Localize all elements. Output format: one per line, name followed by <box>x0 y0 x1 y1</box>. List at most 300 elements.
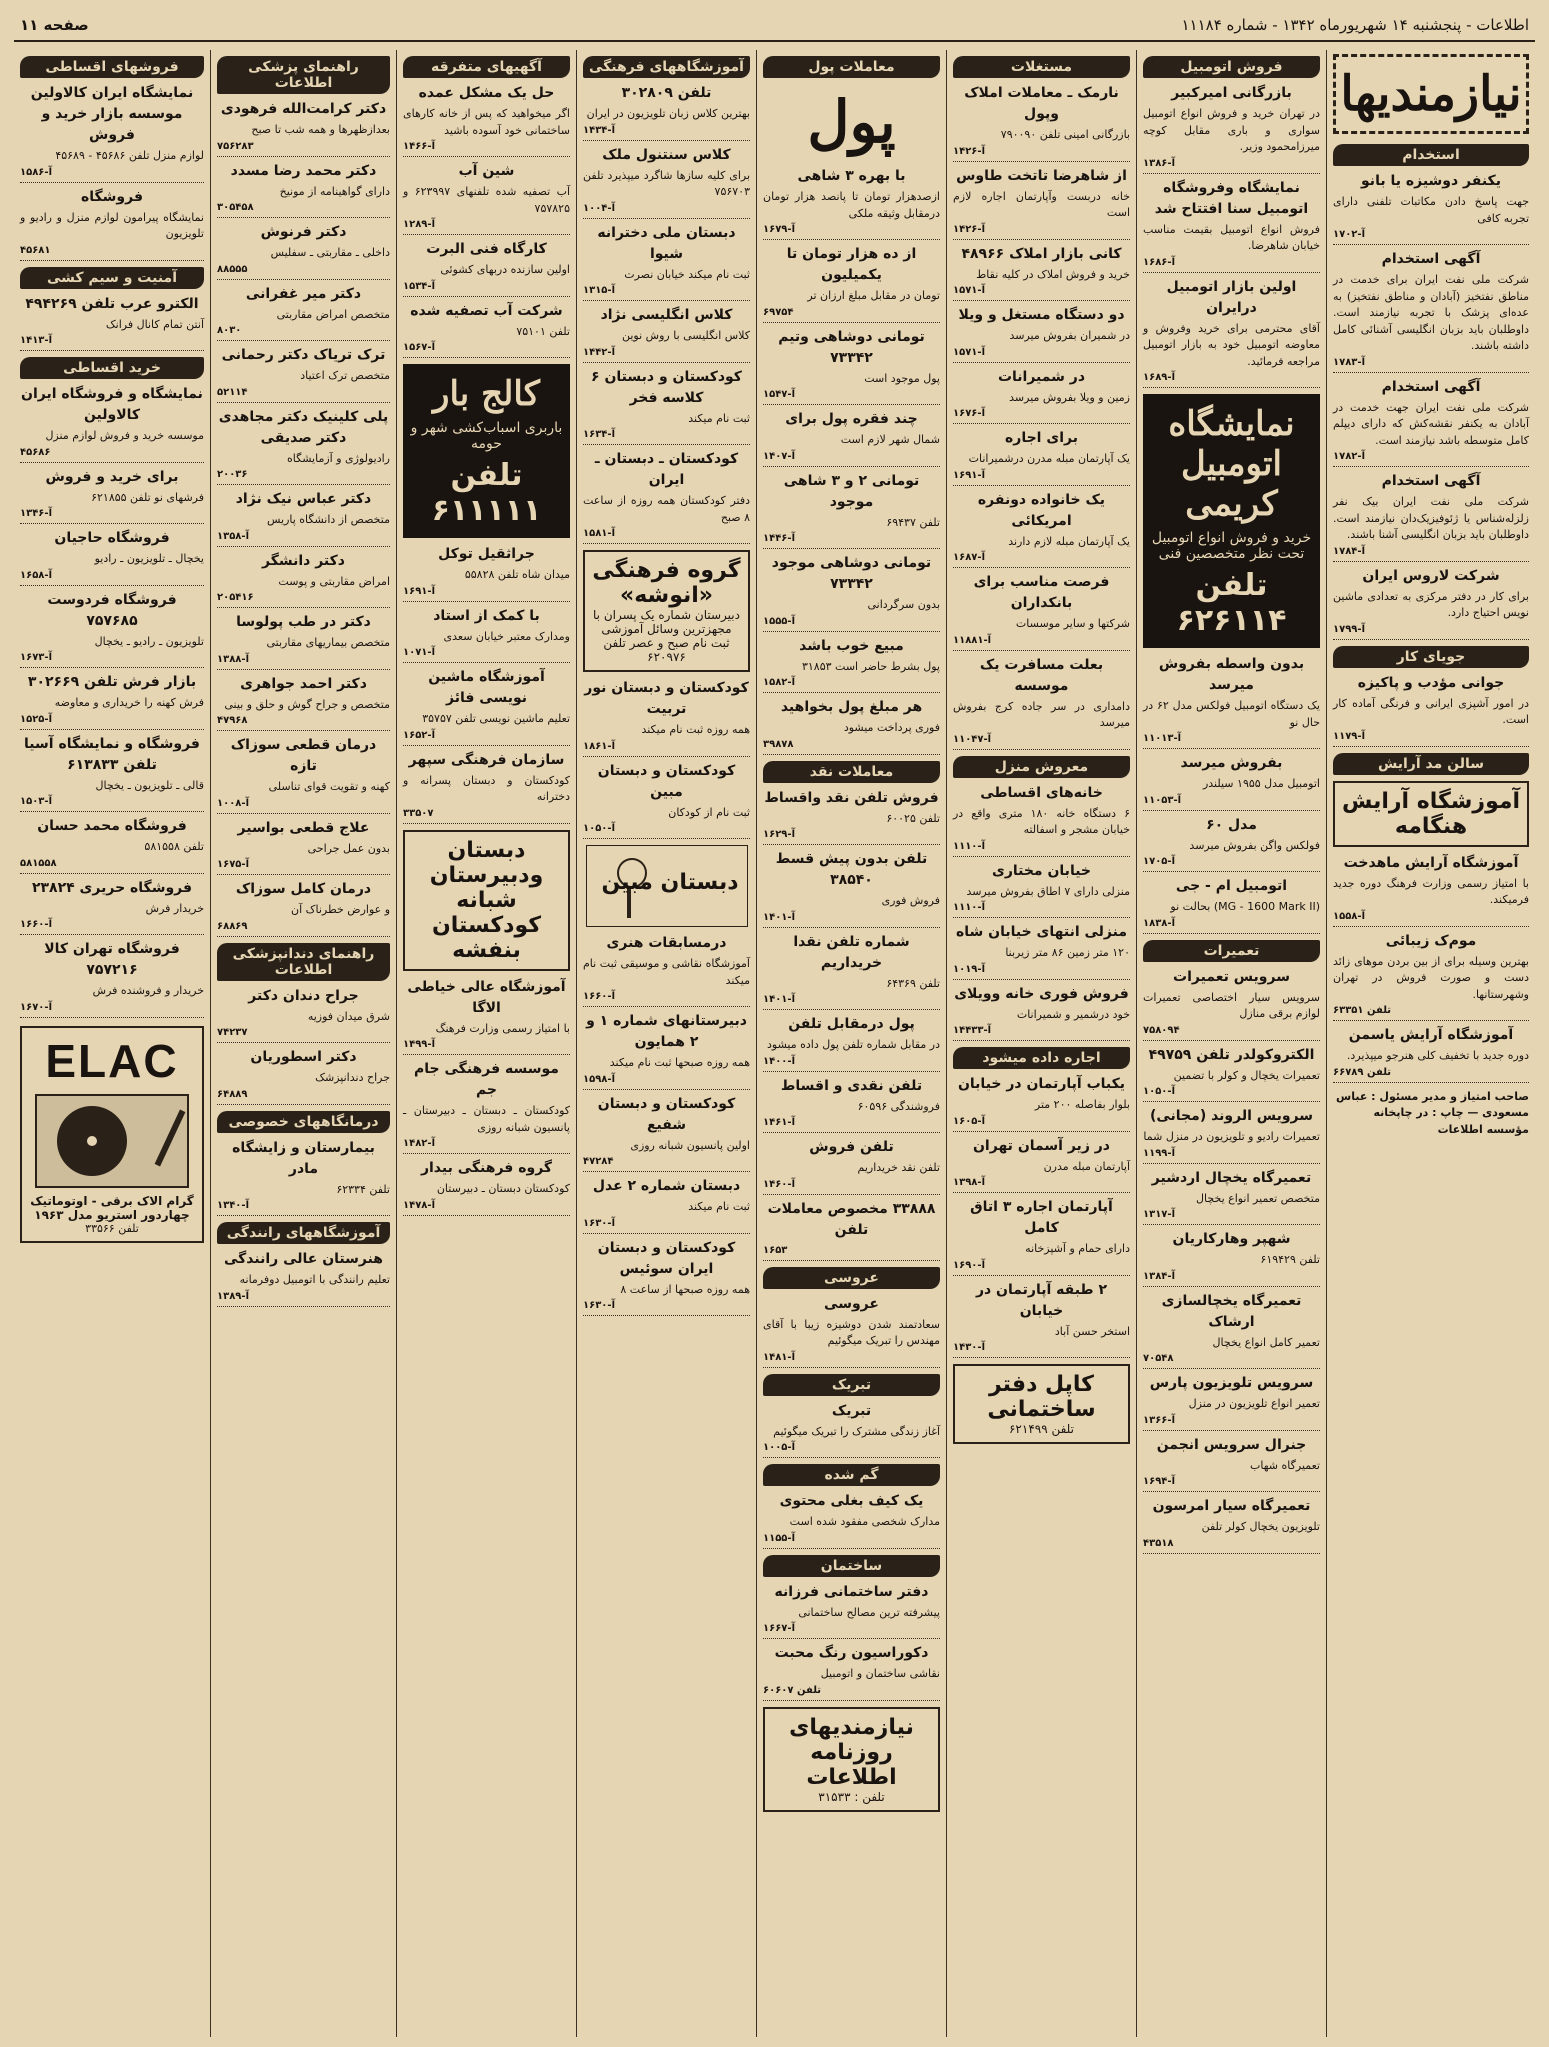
ad-body: تعمیر کامل انواع یخچال <box>1212 1335 1320 1349</box>
ad-title: دکتر عباس نیک نژاد <box>235 491 372 507</box>
ad-code: آ-۱۳۸۸ <box>217 652 390 670</box>
ad-body: کهنه و تقویت قوای تناسلی <box>268 780 390 793</box>
ad-code: آ-۱۱۰۵۳ <box>1143 793 1320 811</box>
ad-code: آ-۱۰۵۰ <box>583 821 750 839</box>
classified-ad <box>217 551 390 609</box>
classified-ad <box>217 1047 390 1105</box>
ad-code: آ-۱۱۷۹ <box>1333 729 1529 747</box>
ad-body: برای کلیه سازها شاگرد میپذیرد تلفن ۷۵۶۷۰۳ <box>583 168 750 198</box>
ad-title: از ده هزار تومان تا یکمیلیون <box>786 246 917 283</box>
classified-ad <box>20 878 204 936</box>
ad-code: آ-۱۵۵۸ <box>1333 909 1529 927</box>
ad-body: پول موجود است <box>864 371 940 385</box>
ad-title: برای خرید و فروش <box>45 468 179 485</box>
ad-code: ۷۵۶۲۸۳ <box>217 139 390 157</box>
ad-body: شرکت ملی نفت ایران برای خدمت در مناطق نفتخیز (آبادان و مناطق نفتخیز) به عده‌ای پزشک با تجربه نیازمند است. داوطلبان باید بزبان انگلیسی آشنائی کامل داشته باشند. <box>1333 273 1529 352</box>
classified-ad <box>1333 171 1529 245</box>
banafsheh-ad: دبستان ودبیرستان شبانه کودکستان بنفشه <box>403 830 570 971</box>
ad-title: علاج قطعی بواسیر <box>237 819 370 836</box>
ad-title: تبریک <box>831 1402 872 1419</box>
ad-title: الکترو عرب تلفن ۴۹۴۲۶۹ <box>25 295 199 312</box>
classified-ad <box>953 861 1130 919</box>
classified-ad <box>1143 1229 1320 1287</box>
ad-body: تعمیرگاه شهاب <box>1250 1458 1320 1472</box>
ad-title: دکتر فرنوش <box>260 224 347 240</box>
ad-title: کلاس انگلیسی نژاد <box>600 307 733 323</box>
ad-title: دکوراسیون رنگ محبت <box>774 1645 929 1661</box>
kapel-ad: کاپل دفتر ساختمانی تلفن ۶۲۱۴۹۹ <box>953 1364 1130 1444</box>
ad-title: ترک تریاک دکتر رحمانی <box>221 347 386 363</box>
ad-title: تعمیرگاه سیار امرسون <box>1152 1498 1311 1514</box>
ad-code: آ-۱۵۷۱ <box>953 345 1130 363</box>
ad-title: جوانی مؤدب و پاکیزه <box>1357 674 1505 691</box>
classified-ad <box>1333 249 1529 373</box>
ad-body: جراح دندانپزشک <box>315 1071 390 1084</box>
classified-ad <box>1143 1435 1320 1493</box>
ad-title: کارگاه فنی البرت <box>426 241 547 257</box>
ad-body: پول بشرط حاضر است ۳۱۸۵۳ <box>801 659 940 673</box>
ad-title: عروسی <box>824 1295 879 1312</box>
section-header: خرید اقساطی <box>20 357 204 379</box>
classified-ad <box>1143 1106 1320 1164</box>
classified-ad <box>1333 566 1529 640</box>
ad-title: تلفن فروش <box>809 1139 894 1155</box>
ad-code: آ-۱۳۶۶ <box>1143 1413 1320 1431</box>
ad-title: درمسابقات هنری <box>606 935 727 951</box>
elac-logo: ELAC <box>45 1034 179 1087</box>
ad-title: مدل ۶۰ <box>1206 816 1257 833</box>
ad-title: آگهی استخدام <box>1381 251 1481 267</box>
classified-ad <box>583 305 750 363</box>
ad-code: آ-۱۳۱۷ <box>1143 1207 1320 1225</box>
ad-body: خود درشمیر و شمیرانات <box>1016 1007 1130 1021</box>
ad-code: ۴۵۶۸۶ <box>20 445 204 463</box>
ad-code: آ-۱۱۸۸۱ <box>953 633 1130 651</box>
classified-ad <box>763 849 940 928</box>
classified-ad <box>217 612 390 670</box>
ad-code: آ-۱۴۸۱ <box>763 1350 940 1368</box>
ad-body: شرق میدان فوزیه <box>307 1009 390 1023</box>
section-header: درمانگاههای خصوصی <box>217 1111 390 1133</box>
ad-title: کلاس سنتنول ملک <box>602 146 731 163</box>
ad-title: چند فقره پول برای <box>785 411 918 427</box>
section-header: آموزشگاههای رانندگی <box>217 1222 390 1244</box>
newspaper-page <box>14 10 1535 2037</box>
ad-title: هر مبلغ پول بخواهید <box>780 699 923 715</box>
ad-code: آ-۱۶۷۹ <box>763 222 940 240</box>
classified-ad <box>20 528 204 586</box>
ad-body: متخصص از دانشگاه پاریس <box>266 513 390 526</box>
ad-body: دوره جدید با تخفیف کلی هنرجو میپذیرد. <box>1346 1049 1529 1062</box>
classified-ad <box>1143 967 1320 1041</box>
classified-ad <box>217 879 390 937</box>
classified-ad <box>20 590 204 669</box>
section-header: راهنمای پزشکی اطلاعات <box>217 56 390 94</box>
ad-title: دکتر میر غفرانی <box>245 285 362 302</box>
ad-code: ۲۰۰۳۶ <box>217 467 390 485</box>
ad-body: اتومبیل مدل ۱۹۵۵ سیلندر <box>1202 777 1320 790</box>
ad-code: آ-۱۵۲۵ <box>20 712 204 730</box>
ad-title: فروشگاه و نمایشگاه آسیا تلفن ۶۱۳۸۳۳ <box>24 735 200 773</box>
ad-body: سعادتمند شدن دوشیزه زیبا با آقای مهندس را تبریک میگوئیم <box>763 1317 940 1347</box>
ad-body: اگر میخواهید که پس از خانه کارهای ساختمانی خود آسوده باشید <box>403 107 570 137</box>
ad-title: یک کیف بغلی محتوی <box>779 1493 924 1509</box>
classified-ad <box>217 986 390 1044</box>
classified-ad <box>583 367 750 446</box>
ad-title: آپارتمان اجاره ۳ اتاق کامل <box>970 1199 1113 1236</box>
ad-body: مدارک شخصی مفقود شده است <box>789 1515 940 1528</box>
ad-title: تلفن ۳۰۲۸۰۹ <box>621 85 712 101</box>
ad-code: آ-۱۴۰۷ <box>763 449 940 467</box>
ad-body: در تهران خرید و فروش انواع اتومبیل سواری و باری مقابل کوچه میرزامحمود وزیر. <box>1143 107 1320 153</box>
classified-ad <box>403 1059 570 1154</box>
ad-code: آ-۱۰۰۴ <box>583 201 750 219</box>
classified-ad <box>217 222 390 280</box>
ad-code: آ-۱۳۵۸ <box>217 529 390 547</box>
ad-code: آ-۱۴۰۱ <box>763 992 940 1010</box>
ad-title: دکتر در طب پولوسا <box>236 614 371 630</box>
ad-title: سرویس تعمیرات <box>1173 968 1290 985</box>
ad-code: آ-۱۶۹۱ <box>953 468 1130 486</box>
classified-ad <box>1143 815 1320 873</box>
section-header: جویای کار <box>1333 646 1529 668</box>
column-7 <box>1136 50 1326 2037</box>
ad-code: تلفن ۶۶۷۸۹ <box>1333 1065 1529 1083</box>
ad-code: آ-۱۰۱۹ <box>953 962 1130 980</box>
ad-body: تلفن ۶۹۴۳۷ <box>886 515 940 529</box>
ad-body: بهترین وسیله برای از بین بردن موهای زائد دست و صورت فروش در تهران وشهرستانها. <box>1333 954 1529 1001</box>
ad-title: تلفن بدون پیش قسط ۳۸۵۴۰ <box>775 851 928 888</box>
ad-title: سرویس تلویزیون پارس <box>1149 1375 1314 1391</box>
section-header: ساختمان <box>763 1555 940 1577</box>
classified-ad <box>953 1074 1130 1132</box>
ad-title: شین آب <box>458 163 515 179</box>
classified-ad <box>953 305 1130 363</box>
classified-ad <box>1333 377 1529 468</box>
ad-code: آ-۱۴۱۳ <box>20 333 204 351</box>
ad-body: متخصص امراض مقاربتی <box>276 307 390 321</box>
classified-ad <box>583 678 750 757</box>
ad-title: موسسه فرهنگی جام جم <box>414 1061 559 1098</box>
classified-ad <box>217 345 390 403</box>
classified-ad <box>953 367 1130 425</box>
column-5 <box>756 50 946 2037</box>
ad-title: آموزشگاه آرایش یاسمن <box>1348 1027 1514 1043</box>
classified-ad <box>763 697 940 755</box>
classified-ad <box>1333 673 1529 747</box>
ad-body: متخصص بیماریهای مقاربتی <box>266 636 390 649</box>
classified-ad <box>20 294 204 352</box>
ad-body: شرکتها و سایر موسسات <box>1015 617 1130 630</box>
ad-body: تعلیم رانندگی با اتومبیل دوفرمانه <box>239 1273 390 1286</box>
ad-body: خریدار و فروشنده فرش <box>92 984 204 997</box>
classified-ad <box>1143 1496 1320 1554</box>
section-header: سالن مد آرایش <box>1333 753 1529 775</box>
classified-ad <box>763 1643 940 1701</box>
classified-ad <box>217 674 390 732</box>
section-header: آگهیهای متفرقه <box>403 56 570 78</box>
ad-body: پیشرفته ترین مصالح ساختمانی <box>798 1605 940 1619</box>
ad-code: آ-۱۶۶۰ <box>583 989 750 1007</box>
ad-title: ۳۳۸۸۸ مخصوص معاملات تلفن <box>767 1200 936 1238</box>
ad-body: دامداری در سر جاده کرج بفروش میرسد <box>953 699 1130 729</box>
ad-code: آ-۱۶۳۴ <box>583 427 750 445</box>
ad-title: آگهی استخدام <box>1381 473 1481 489</box>
ad-title: تومانی ۲ و ۳ شاهی موجود <box>783 472 920 510</box>
classified-ad <box>1333 853 1529 927</box>
ad-code: آ-۱۳۸۴ <box>1143 1269 1320 1287</box>
classified-ad <box>1333 931 1529 1022</box>
classified-ad <box>763 788 940 846</box>
ad-body: بدون سرگردانی <box>867 598 940 611</box>
ad-body: آپارتمان مبله مدرن <box>1043 1159 1130 1173</box>
ad-body: (MG - 1600 Mark II) بحالت نو <box>1170 900 1320 913</box>
ad-code: آ-۱۴۴۲ <box>583 345 750 363</box>
ad-body: کلاس انگلیسی با روش نوین <box>622 329 750 342</box>
ad-code: آ-۱۶۵۸ <box>20 568 204 586</box>
ad-code: آ-۱۰۰۵ <box>763 1440 940 1458</box>
ad-body: ثبت نام میکند خیابان نصرت <box>624 267 750 281</box>
ad-title: یکنفر دوشیزه یا بانو <box>1361 173 1501 189</box>
ad-code: آ-۱۴۶۰ <box>763 1177 940 1195</box>
classified-ad <box>953 1136 1130 1194</box>
ad-body: ومدارک معتبر خیابان سعدی <box>443 629 570 643</box>
ad-title: سازمان فرهنگی سپهر <box>408 751 565 768</box>
ad-body: دارای حمام و آشپزخانه <box>1025 1242 1130 1255</box>
salon-ad: آموزشگاه آرایش هنگامه <box>1333 781 1529 847</box>
ad-body: کودکستان دبستان ـ دبیرستان <box>436 1182 570 1195</box>
ad-code: آ-۱۵۰۳ <box>20 794 204 812</box>
ad-title: دبستان شماره ۲ عدل <box>592 1178 741 1194</box>
classified-ad <box>217 1249 390 1307</box>
ad-title: در شمیرانات <box>997 368 1086 385</box>
ad-title: جراثقیل توکل <box>438 546 535 562</box>
ad-title: نمایشگاه وفروشگاه اتومبیل سنا افتتاح شد <box>1154 179 1309 217</box>
ad-body: همه روزه ثبت نام میکند <box>641 723 750 736</box>
ad-body: اولین پانسیون شبانه روزی <box>630 1138 750 1152</box>
ad-title: موم‌ک زیبائی <box>1385 932 1477 949</box>
ad-body: یک دستگاه اتومبیل فولکس مدل ۶۲ در حال نو <box>1143 699 1320 729</box>
ad-title: بفروش میرسد <box>1180 755 1283 771</box>
classified-ad <box>403 977 570 1056</box>
ad-title: از شاهرضا تاتخت طاوس <box>956 167 1127 184</box>
ad-code: آ-۱۴۹۹ <box>403 1037 570 1055</box>
ad-code: آ-۱۶۹۰ <box>953 1258 1130 1276</box>
ad-code: ۸۸۵۵۵ <box>217 262 390 280</box>
turntable-icon <box>35 1094 189 1188</box>
ad-code: ۶۸۸۶۹ <box>217 919 390 937</box>
classified-ad <box>763 1076 940 1134</box>
classified-ad <box>763 1491 940 1549</box>
classified-ad <box>583 145 750 219</box>
ad-code: آ-۱۵۷۱ <box>953 283 1130 301</box>
classified-ad <box>583 1011 750 1090</box>
ad-title: دو دستگاه مستغل و ویلا <box>958 307 1125 323</box>
classified-ad <box>20 384 204 463</box>
classified-ad <box>1143 876 1320 934</box>
ad-body: شرکت ملی نفت ایران جهت خدمت در آبادان به یکنفر نقشه‌کش که دارای دیپلم کامل متوسطه باشد نیازمند است. <box>1333 400 1529 447</box>
ad-body: نمایشگاه پیرامون لوازم منزل و رادیو و تلویزیون <box>20 210 204 240</box>
ad-code: آ-۱۳۴۰ <box>217 1198 390 1216</box>
ad-code: آ-۱۶۸۷ <box>953 550 1130 568</box>
page-number: صفحه ۱۱ <box>20 16 89 34</box>
ad-title: دبیرستانهای شماره ۱ و ۲ همایون <box>586 1013 747 1050</box>
ad-body: فروشندگی ۶۰۵۹۶ <box>857 1099 940 1113</box>
ad-body: همه روزه صبحها ثبت نام میکند <box>609 1056 750 1069</box>
classified-ad <box>217 284 390 342</box>
ad-title: سرویس الروند (مجانی) <box>1149 1108 1314 1124</box>
ad-title: برای اجاره <box>1005 430 1078 446</box>
ad-title: حل یک مشکل عمده <box>418 85 555 101</box>
ad-code: آ-۱۶۸۹ <box>1143 370 1320 388</box>
ad-body: تلفن ۶۴۳۶۹ <box>886 976 940 990</box>
ad-code: ۷۴۲۳۷ <box>217 1025 390 1043</box>
ad-title: یکباب آپارتمان در خیابان <box>957 1076 1126 1092</box>
ad-body: جهت پاسخ دادن مکاتبات تلفنی دارای تجربه کافی <box>1333 195 1529 225</box>
ad-code: آ-۱۷۸۳ <box>1333 355 1529 373</box>
classified-ad <box>763 932 940 1011</box>
ad-body: کودکستان و دبستان پسرانه و دخترانه <box>403 773 570 803</box>
ad-code: آ-۱۱۱۰ <box>953 839 1130 857</box>
ad-body: نقاشی ساختمان و اتومبیل <box>820 1667 940 1680</box>
classified-ad <box>20 816 204 874</box>
ad-title: دفتر ساختمانی فرزانه <box>774 1583 929 1600</box>
ad-title: آموزشگاه ماشین نویسی فائز <box>428 669 545 706</box>
ad-title: یک خانواده دونفره امریکائی <box>977 491 1106 529</box>
section-header: استخدام <box>1333 144 1529 166</box>
ad-code: آ-۱۶۷۰ <box>20 1000 204 1018</box>
ad-title: مبیع خوب باشد <box>799 637 904 654</box>
ad-body: آقای محترمی برای خرید وفروش و معاوضه اتومبیل خود به بازار اتومبیل مراجعه فرمائید. <box>1143 321 1320 368</box>
classified-ad <box>20 939 204 1018</box>
ad-code: آ-۱۷۹۹ <box>1333 622 1529 640</box>
column-2 <box>210 50 396 2037</box>
section-header: فروش اتومبیل <box>1143 56 1320 78</box>
ad-body: ازصدهزار تومان تا پانصد هزار تومان درمقابل وثیقه ملکی <box>763 190 940 220</box>
classified-ad <box>953 83 1130 162</box>
classified-ad <box>583 223 750 302</box>
ad-body: متخصص ترک اعتیاد <box>300 369 390 382</box>
ad-title: شرکت لاروس ایران <box>1362 567 1500 584</box>
school-mascot-illustration: دبستان مبین <box>586 845 748 927</box>
ad-title: بازار فرش تلفن ۳۰۲۶۶۹ <box>27 674 197 690</box>
ad-code: آ-۱۳۴۶ <box>20 506 204 524</box>
classified-ad <box>1143 277 1320 389</box>
classified-ad <box>217 1138 390 1217</box>
ad-body: سرویس سیار اختصاصی تعمیرات لوازم برقی منازل <box>1143 990 1320 1020</box>
ad-title: فروش فوری خانه وویلای <box>954 985 1129 1002</box>
ad-body: شمال شهر لازم است <box>840 433 940 446</box>
ad-code: آ-۱۷۸۲ <box>1333 449 1529 467</box>
ad-title: خانه‌های اقساطی <box>980 784 1103 801</box>
ad-code: آ-۱۴۰۰ <box>763 1054 940 1072</box>
ad-code: آ-۱۱۱۰ <box>953 900 1130 918</box>
ad-title: نارمک ـ معاملات املاک وپول <box>964 85 1119 122</box>
ad-code: آ-۱۵۴۷ <box>763 387 940 405</box>
ad-code: آ-۱۶۶۰ <box>20 917 204 935</box>
classified-ad <box>953 166 1130 240</box>
ad-body: تلویزیون یخچال کولر تلفن <box>1201 1520 1320 1533</box>
ad-title: بعلت مسافرت یک موسسه <box>979 656 1104 694</box>
ad-title: فروشگاه تهران کالا ۷۵۷۲۱۶ <box>44 941 180 978</box>
classified-ad <box>583 449 750 544</box>
classified-ad <box>20 734 204 813</box>
ad-code: آ-۱۱۰۴۷ <box>953 732 1130 750</box>
ad-title: اولین بازار اتومبیل درایران <box>1166 278 1297 316</box>
ad-body: منزلی دارای ۷ اطاق بفروش میرسد <box>966 884 1130 898</box>
column-3 <box>396 50 576 2037</box>
ad-body: تعمیر انواع تلویزیون در منزل <box>1188 1397 1320 1410</box>
ad-body: در مقابل شماره تلفن پول داده میشود <box>767 1038 940 1051</box>
classified-ad <box>763 553 940 632</box>
ad-title: الکتروکولدر تلفن ۴۹۷۵۹ <box>1148 1046 1315 1063</box>
ad-code: آ-۱۴۰۱ <box>763 910 940 928</box>
classified-ad <box>1143 1291 1320 1370</box>
classified-ad <box>403 606 570 664</box>
ad-body: یک آپارتمان مبله مدرن درشمیرانات <box>968 452 1130 465</box>
ad-code: آ-۱۵۹۸ <box>583 1072 750 1090</box>
ad-code: آ-۱۳۸۶ <box>1143 156 1320 174</box>
ad-title: کودکستان و دبستان نور تربیت <box>584 680 749 717</box>
ad-body: ۱۲۰ متر زمین ۸۶ متر زیربنا <box>1005 946 1130 959</box>
classified-ad <box>953 428 1130 486</box>
ad-body: فولکس واگن بفروش میرسد <box>1189 838 1320 852</box>
ad-code: ۸۰۳۰ <box>217 323 390 341</box>
ad-body: با امتیاز رسمی وزارت فرهنگ دوره جدید فرمیکند. <box>1333 876 1529 906</box>
ad-body: قالی ـ تلویزیون ـ یخچال <box>95 778 204 792</box>
ad-code: آ-۱۶۲۹ <box>763 827 940 845</box>
ad-body: دارای گواهینامه از مونیخ <box>279 184 390 198</box>
section-header: مستغلات <box>953 56 1130 78</box>
karimi-auto-ad: نمایشگاه اتومبیل کریمی خرید و فروش انواع اتومبیل تحت نظر متخصصین فنی تلفن ۶۲۶۱۱۴ <box>1143 394 1320 648</box>
ad-code: آ-۱۴۶۱ <box>763 1115 940 1133</box>
ad-body: شرکت ملی نفت ایران بیک نفر زلزله‌شناس یا ژئوفیزیک‌دان نیازمند است. داوطلبان باید بزبان انگلیسی آشنا باشند. <box>1333 495 1529 541</box>
classified-ad <box>583 761 750 840</box>
ad-body: آب تصفیه شده تلفنهای ۶۲۳۹۹۷ و ۷۵۷۸۲۵ <box>403 185 571 215</box>
ad-code: آ-۱۱۹۹ <box>1143 1146 1320 1164</box>
elac-ad: ELAC گرام الاک برقی - اوتوماتیک چهاردور استریو مدل ۱۹۶۳ تلفن ۳۳۵۶۶ <box>20 1026 204 1243</box>
ad-title: درمان قطعی سوزاک تازه <box>230 737 377 774</box>
classified-ad <box>20 83 204 183</box>
ad-code: ۴۷۲۸۴ <box>583 1154 750 1172</box>
ad-body: رادیولوژی و آزمایشگاه <box>287 451 390 465</box>
ad-code: آ-۱۶۷۶ <box>953 406 1130 424</box>
ad-title: فرصت مناسب برای بانکداران <box>973 574 1110 611</box>
column-4 <box>576 50 756 2037</box>
ad-body: خریدار فرش <box>145 901 204 915</box>
ad-code: آ-۱۵۶۷ <box>403 340 570 358</box>
classified-ad <box>763 1294 940 1368</box>
ad-code: آ-۱۴۶۶ <box>403 139 570 157</box>
ad-body: خرید و فروش املاک در کلیه نقاط <box>976 267 1130 281</box>
ad-title: تومانی دوشاهی وتیم ۷۳۳۴۲ <box>778 328 925 366</box>
masthead: نیازمندیها <box>1333 54 1529 134</box>
ad-body: داخلی ـ مقاربتی ـ سفلیس <box>270 246 390 259</box>
ad-title: در زیر آسمان تهران <box>972 1137 1110 1154</box>
ad-title: کودکستان و دبستان شفیع <box>597 1095 736 1133</box>
ad-body: بعدازظهرها و همه شب تا صبح <box>251 123 390 136</box>
ad-code: تلفن ۶۰۶۰۷ <box>763 1683 940 1701</box>
ad-title: آگهی استخدام <box>1381 378 1481 395</box>
ad-body: بلوار بفاصله ۲۰۰ متر <box>1034 1098 1130 1111</box>
ad-code: آ-۱۶۶۷ <box>763 1621 940 1639</box>
ad-code: آ-۱۵۳۴ <box>403 279 570 297</box>
column-8 <box>1326 50 1535 2037</box>
ad-title: دکتر محمد رضا مسدد <box>230 162 377 179</box>
ad-title: آموزشگاه عالی خیاطی الاگا <box>407 978 566 1016</box>
classified-ad <box>217 735 390 814</box>
ad-title: کودکستان و دبستان ۶ کلاسه فخر <box>591 368 742 406</box>
